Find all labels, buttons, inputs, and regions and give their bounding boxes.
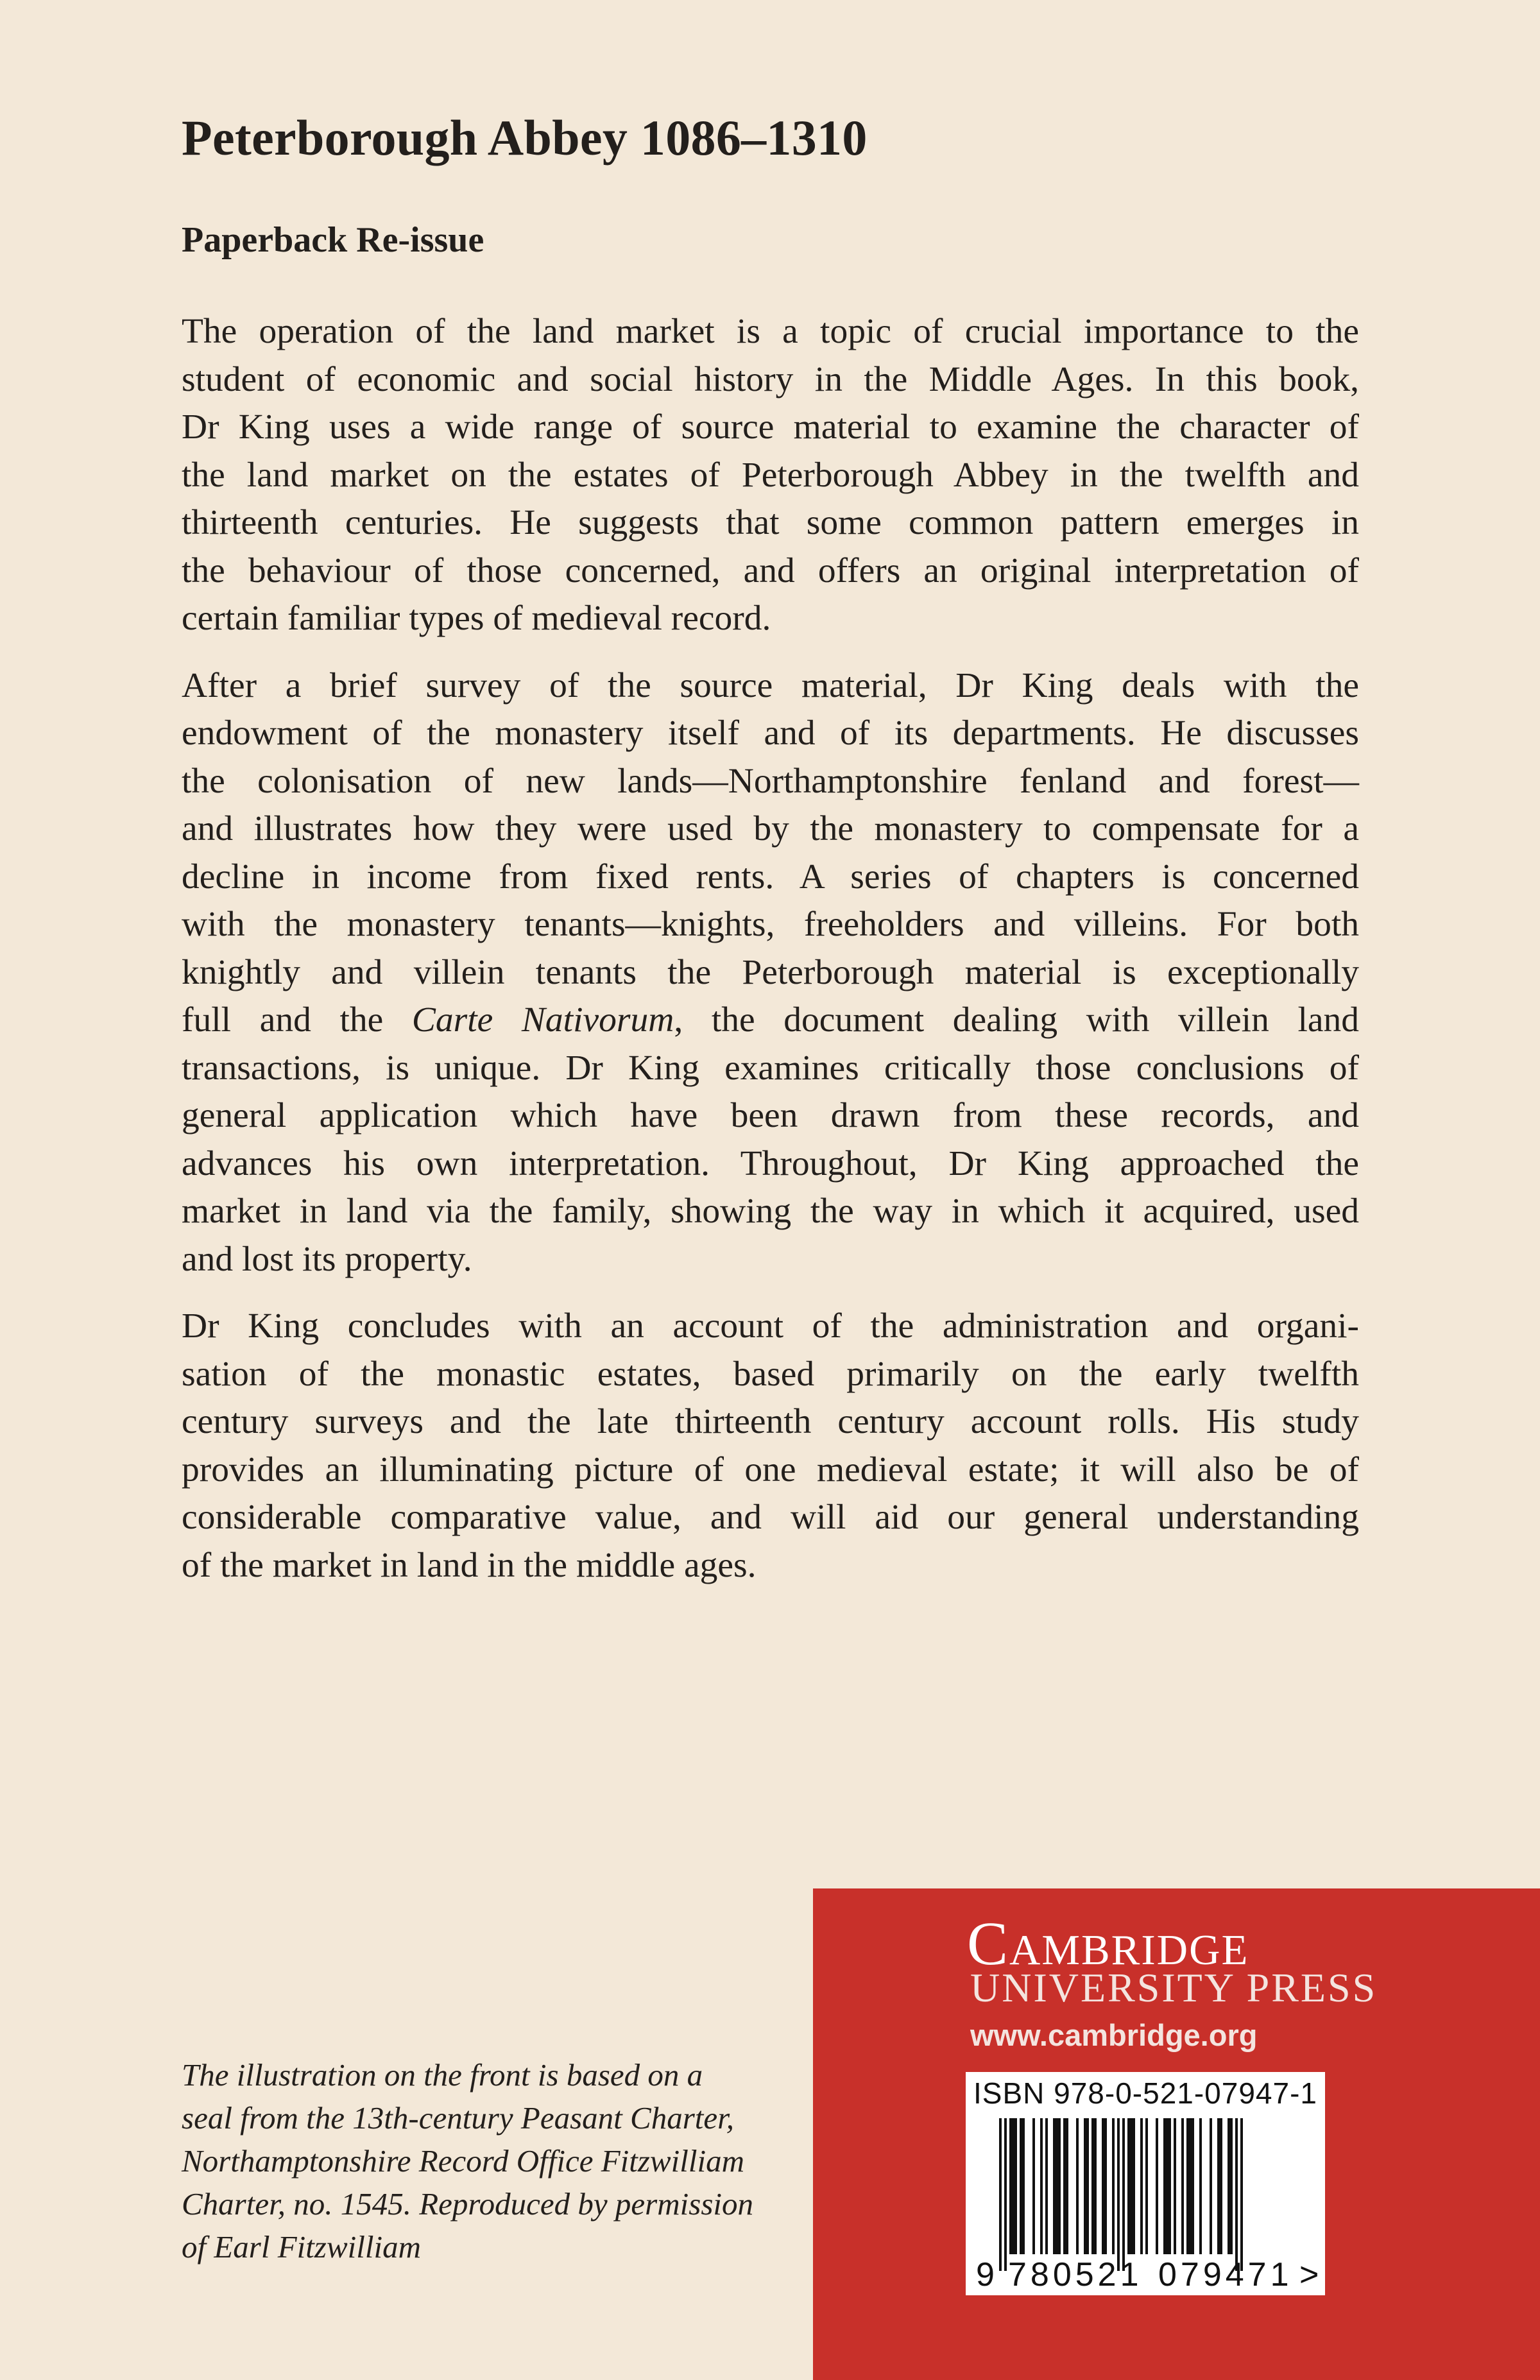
barcode-bar xyxy=(1235,2118,1238,2271)
barcode-bar xyxy=(1102,2118,1104,2254)
barcode-bar xyxy=(1181,2118,1184,2254)
barcode-digit-group-2: 079471 xyxy=(1158,2256,1293,2293)
credit-line: seal from the 13th-century Peasant Charter, xyxy=(182,2100,735,2136)
barcode-bar xyxy=(1063,2118,1066,2254)
barcode-bar xyxy=(999,2118,1002,2271)
barcode-bar xyxy=(1117,2118,1120,2271)
text-line: the behaviour of those concerned, and offers an original interpretation of xyxy=(182,551,1359,590)
credit-line: Charter, no. 1545. Reproduced by permission xyxy=(182,2186,753,2222)
publisher-url: www.cambridge.org xyxy=(970,2018,1258,2052)
barcode-bar xyxy=(1056,2118,1058,2254)
barcode-bar xyxy=(1012,2118,1014,2254)
italic-title-carte-nativorum: Carte Nativorum xyxy=(411,1000,674,1040)
barcode-bar xyxy=(1166,2118,1168,2254)
barcode-bar xyxy=(1145,2118,1148,2254)
barcode-bar xyxy=(1140,2118,1143,2254)
text-line: decline in income from fixed rents. A series of chapters is concerned xyxy=(182,857,1359,896)
blurb-text xyxy=(182,308,1359,1609)
barcode-bar xyxy=(1163,2118,1166,2254)
text-line: market in land via the family, showing the way in which it acquired, used xyxy=(182,1192,1359,1231)
barcode-bar xyxy=(1228,2118,1230,2254)
text-line: provides an illuminating picture of one medieval estate; it will also be of xyxy=(182,1450,1359,1489)
barcode-bar xyxy=(1240,2118,1243,2271)
barcode-bar xyxy=(1220,2118,1222,2254)
blurb-paragraph-3 xyxy=(182,1303,1359,1589)
barcode-bar xyxy=(1199,2118,1202,2254)
barcode-bar xyxy=(1127,2118,1130,2254)
illustration-credit xyxy=(182,2053,810,2268)
barcode-bar xyxy=(1189,2118,1192,2254)
barcode-bar xyxy=(1094,2118,1097,2254)
barcode-bar xyxy=(1122,2118,1125,2271)
barcode-bar xyxy=(1210,2118,1212,2254)
barcode-bar xyxy=(1045,2118,1048,2254)
publisher-logo-name: Cambridge xyxy=(967,1909,1249,1978)
text-line: Dr King concludes with an account of the administration and organi- xyxy=(182,1306,1359,1346)
barcode-bar xyxy=(1091,2118,1094,2254)
publisher-subtitle: UNIVERSITY PRESS xyxy=(970,1965,1378,2010)
barcode-bar xyxy=(1104,2118,1107,2254)
text-line: student of economic and social history in the Middle Ages. In this book, xyxy=(182,359,1359,399)
barcode-bar xyxy=(1053,2118,1056,2254)
barcode-bar xyxy=(1020,2118,1022,2254)
blurb-paragraph-1 xyxy=(182,308,1359,643)
edition-subtitle: Paperback Re-issue xyxy=(182,220,484,260)
barcode-bar xyxy=(1009,2118,1012,2254)
barcode-bar xyxy=(1076,2118,1079,2254)
text-line: sation of the monastic estates, based primarily on the early twelfth xyxy=(182,1354,1359,1394)
barcode-bar xyxy=(1086,2118,1089,2254)
barcode-lead-digit: 9 xyxy=(976,2256,998,2293)
text-line: The operation of the land market is a topic of crucial importance to the xyxy=(182,312,1359,351)
barcode-bar xyxy=(1004,2118,1007,2271)
credit-line: The illustration on the front is based on a xyxy=(182,2057,703,2093)
text-line: thirteenth centuries. He suggests that some common pattern emerges in xyxy=(182,503,1359,542)
barcode-bar xyxy=(1032,2118,1035,2254)
text-line: and illustrates how they were used by the monastery to compensate for a xyxy=(182,809,1359,848)
text-line: advances his own interpretation. Throughout, Dr King approached the xyxy=(182,1143,1359,1183)
publisher-panel xyxy=(813,1888,1540,2380)
barcode-bar xyxy=(1058,2118,1061,2254)
text-line: and lost its property. xyxy=(182,1239,472,1279)
text-line: transactions, is unique. Dr King examines critically those conclusions of xyxy=(182,1048,1359,1088)
text-line: Dr King uses a wide range of source material to examine the character of xyxy=(182,407,1359,447)
text-line-with-italic xyxy=(182,997,1359,1045)
isbn-label: ISBN 978-0-521-07947-1 xyxy=(973,2076,1317,2110)
barcode-bar xyxy=(1230,2118,1233,2254)
text-line: considerable comparative value, and will aid our general understanding xyxy=(182,1498,1359,1537)
text-line: knightly and villein tenants the Peterborough material is exceptionally xyxy=(182,952,1359,992)
barcode-bar xyxy=(1174,2118,1176,2254)
text-line: general application which have been drawn from these records, and xyxy=(182,1096,1359,1135)
barcode-bar xyxy=(1066,2118,1068,2254)
text-fragment: , the document dealing with villein land xyxy=(674,1000,1359,1040)
barcode-bar xyxy=(1084,2118,1086,2254)
book-title: Peterborough Abbey 1086–1310 xyxy=(182,110,868,166)
text-line: of the market in land in the middle ages. xyxy=(182,1545,757,1585)
credit-line: of Earl Fitzwilliam xyxy=(182,2229,421,2264)
text-fragment: full and the xyxy=(182,1000,412,1040)
barcode-bar xyxy=(1156,2118,1158,2254)
barcode-bar xyxy=(1168,2118,1171,2254)
text-line: century surveys and the late thirteenth century account rolls. His study xyxy=(182,1402,1359,1441)
barcode-bar xyxy=(1014,2118,1017,2254)
barcode-digit-group-1: 780521 xyxy=(1008,2256,1143,2293)
barcode-bar xyxy=(1112,2118,1115,2254)
barcode-end-mark: > xyxy=(1299,2256,1323,2293)
barcode-bar xyxy=(1217,2118,1220,2254)
barcode-bar xyxy=(1040,2118,1043,2254)
text-line: After a brief survey of the source material, Dr King deals with the xyxy=(182,665,1359,705)
text-line: certain familiar types of medieval record. xyxy=(182,599,771,638)
text-line: endowment of the monastery itself and of its departments. He discusses xyxy=(182,714,1359,753)
text-line: the land market on the estates of Peterborough Abbey in the twelfth and xyxy=(182,455,1359,495)
barcode-bar xyxy=(1022,2118,1025,2254)
credit-line: Northamptonshire Record Office Fitzwilliam xyxy=(182,2143,744,2179)
isbn-barcode xyxy=(966,2072,1325,2295)
barcode-bar xyxy=(1192,2118,1194,2254)
barcode-bar xyxy=(1186,2118,1189,2254)
text-line: with the monastery tenants—knights, freeholders and villeins. For both xyxy=(182,905,1359,944)
barcode-bar xyxy=(1130,2118,1133,2254)
text-line: the colonisation of new lands—Northamptonshire fenland and forest— xyxy=(182,761,1359,801)
blurb-paragraph-2 xyxy=(182,662,1359,1284)
barcode-bar xyxy=(1133,2118,1135,2254)
